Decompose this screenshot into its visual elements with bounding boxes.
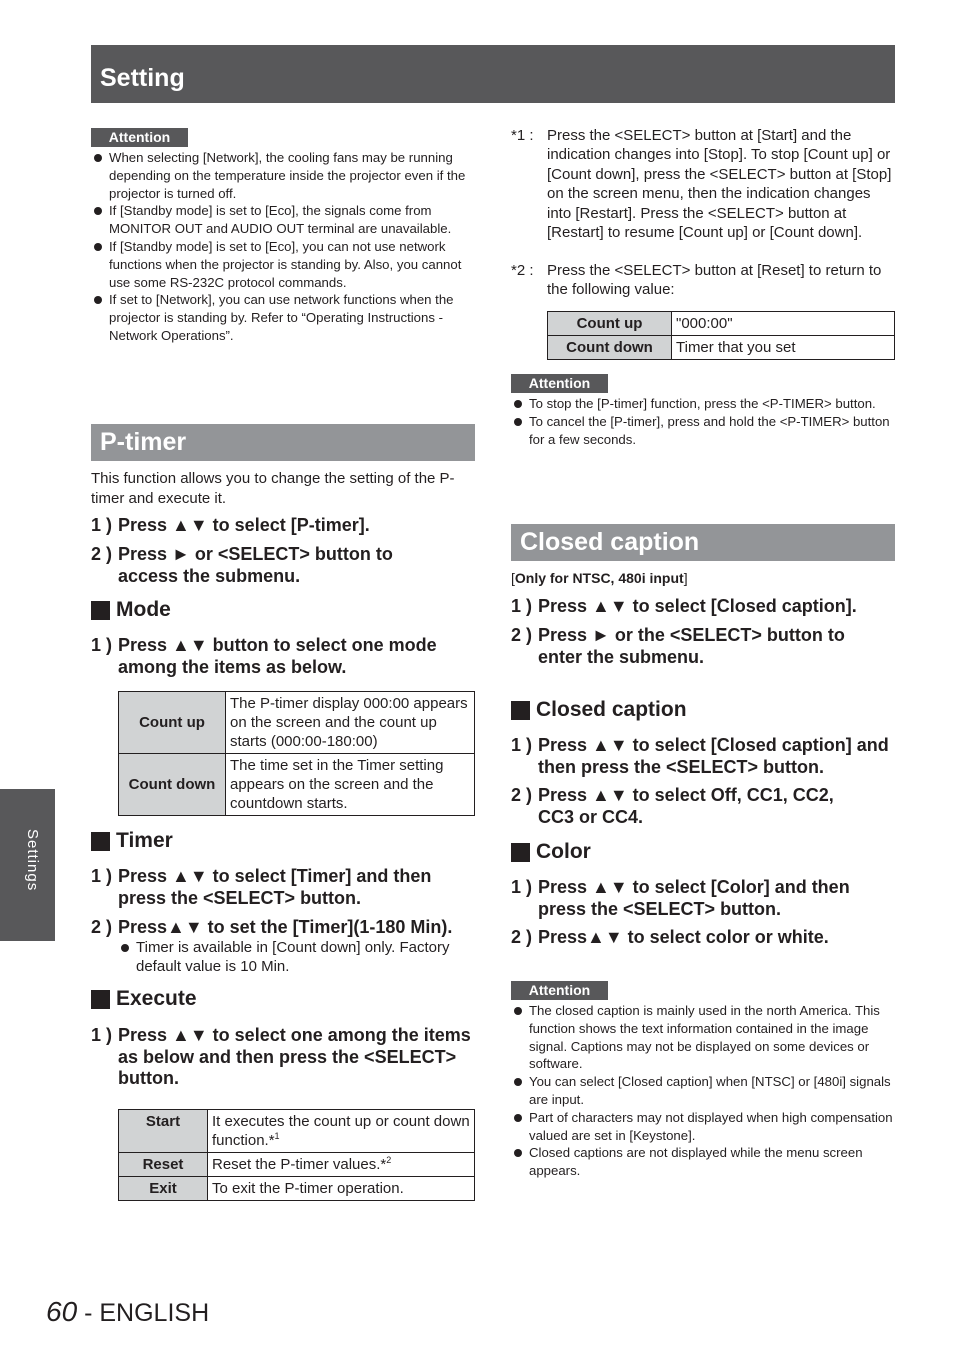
bullet-icon [514,400,522,408]
table-row [119,692,475,754]
attention-label: Attention [511,981,608,1000]
square-bullet-icon [91,990,110,1009]
bullet-icon [94,243,102,251]
square-bullet-icon [91,832,110,851]
attention-item: If set to [Network], you can use network functions when the projector is standing by. Refer to “Operating Instructions - Network Operations”. [91,291,479,344]
table-row [119,1177,475,1201]
table-value: The time set in the Timer setting appears on the screen and the countdown starts. [226,754,475,816]
bullet-icon [514,1114,522,1122]
page-number: 60 [46,1296,78,1327]
closed-caption-title: Closed caption [520,528,700,556]
attention-list [511,1002,899,1180]
page-footer [46,1296,209,1328]
attention-item: Part of characters may not displayed when high compensation valued are set in [Keystone]. [511,1109,899,1145]
table-key: Count down [119,754,226,816]
ptimer-intro: This function allows you to change the setting of the P-timer and execute it. [91,470,455,507]
table-row [548,336,895,360]
timer-note: Timer is available in [Count down] only. Factory default value is 10 Min. [118,938,475,976]
table-value: To exit the P-timer operation. [208,1177,475,1201]
bullet-icon [514,1078,522,1086]
table-key: Exit [119,1177,208,1201]
attention-item: Closed captions are not displayed while the menu screen appears. [511,1144,899,1180]
table-key: Reset [119,1153,208,1177]
square-bullet-icon [91,601,110,620]
footer-separator: - [77,1299,100,1327]
table-value: The P-timer display 000:00 appears on the screen and the count up starts (000:00-180:00) [226,692,475,754]
table-key: Count down [548,336,672,360]
attention-item: If [Standby mode] is set to [Eco], you can not use network functions when the projector is standing by. Also, you cannot use some RS-232C protocol commands. [91,238,479,291]
table-key: Count up [548,312,672,336]
bullet-icon [514,1007,522,1015]
attention-item: The closed caption is mainly used in the north America. This function shows the text information contained in the image signal. Captions may not be displayed on some devices or software. [511,1002,899,1073]
ptimer-section-bar [91,424,475,461]
table-value: "000:00" [672,312,895,336]
bullet-icon [514,1149,522,1157]
attention-item: When selecting [Network], the cooling fans may be running depending on the temperature inside the projector even if the projector is turned off. [91,149,479,202]
table-value: Reset the P-timer values.*$^2$ [208,1153,475,1177]
attention-label: Attention [511,374,608,393]
bullet-icon [94,207,102,215]
bullet-icon [94,296,102,304]
footer-language: ENGLISH [99,1299,210,1327]
attention-item: If [Standby mode] is set to [Eco], the signals come from MONITOR OUT and AUDIO OUT terminal are unavailable. [91,202,479,238]
table-row [119,754,475,816]
side-tab [0,789,55,941]
table-value: Timer that you set [672,336,895,360]
attention-item: You can select [Closed caption] when [NTSC] or [480i] signals are input. [511,1073,899,1109]
execute-table [118,1109,475,1201]
ptimer-title: P-timer [100,428,187,456]
table-row [119,1153,475,1177]
bullet-icon [94,154,102,162]
square-bullet-icon [511,843,530,862]
square-bullet-icon [511,701,530,720]
page-title: Setting [100,64,185,92]
attention-list [91,149,479,345]
table-key: Start [119,1110,208,1153]
side-tab-label: Settings [24,829,41,892]
table-value: It executes the count up or count down function.*$^1$ [208,1110,475,1153]
attention-item: To cancel the [P-timer], press and hold the <P-TIMER> button for a few seconds. [511,413,895,449]
table-row [119,1110,475,1153]
bullet-icon [121,944,129,952]
mode-table [118,691,475,816]
reset-table [547,311,895,360]
attention-item: To stop the [P-timer] function, press the <P-TIMER> button. [511,395,895,413]
table-row [548,312,895,336]
table-key: Count up [119,692,226,754]
attention-list [511,395,895,448]
closed-caption-section-bar [511,524,895,561]
cc-only-note: [Only for NTSC, 480i input] [511,570,688,586]
attention-label: Attention [91,128,188,147]
section-header-bar [91,45,895,103]
bullet-icon [514,418,522,426]
timer-note-list [118,938,475,976]
